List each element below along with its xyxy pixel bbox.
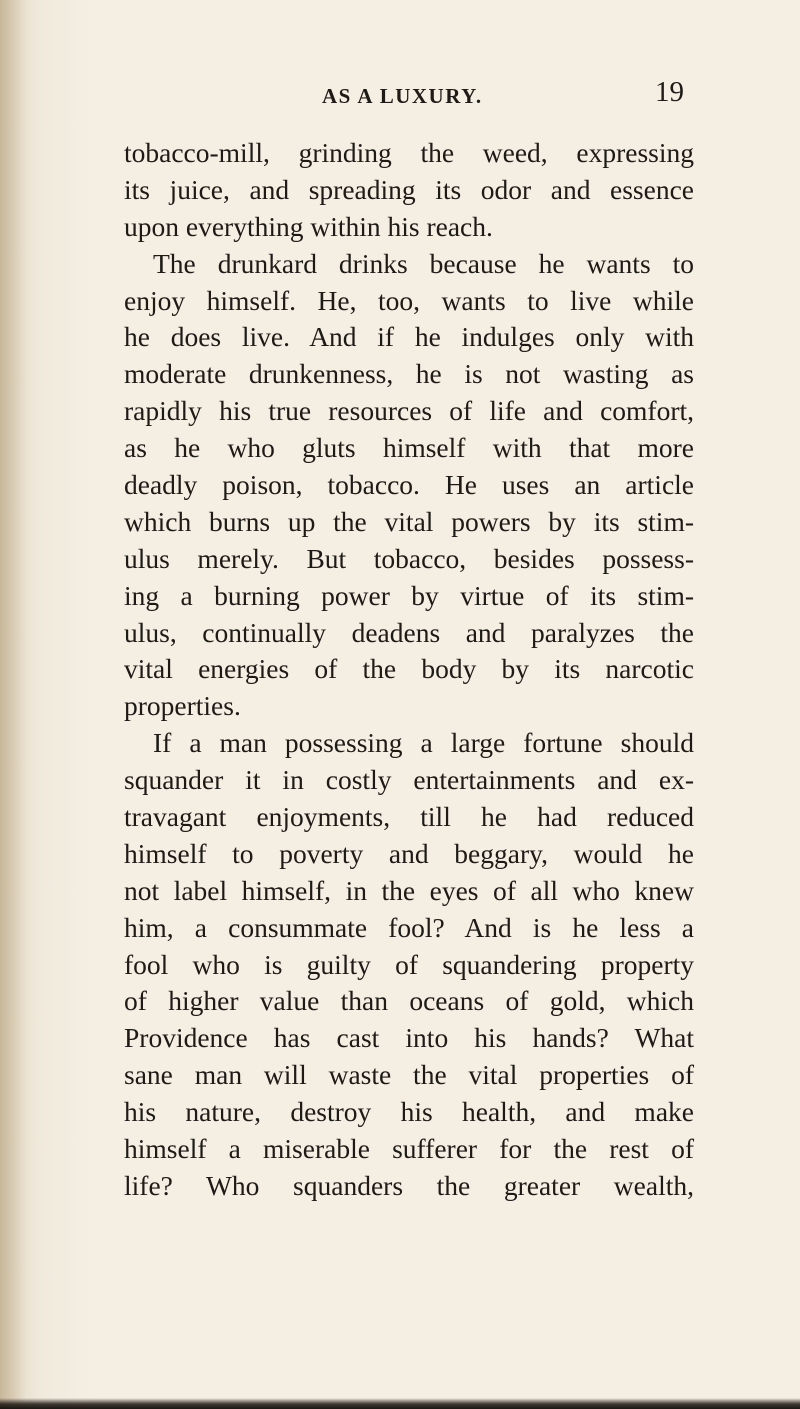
text-line: as he who gluts himself with that more (124, 432, 694, 464)
binding-gutter-shadow (0, 0, 26, 1409)
running-head: AS A LUXURY. (322, 84, 483, 108)
text-line: not label himself, in the eyes of all who knew (124, 874, 694, 906)
text-line: The drunkard drinks because he wants to (153, 247, 694, 279)
text-line: which burns up the vital powers by its stim- (124, 505, 694, 537)
text-line: travagant enjoyments, till he had reduced (124, 801, 694, 833)
text-line: life? Who squanders the greater wealth, (124, 1169, 694, 1201)
text-line: enjoy himself. He, too, wants to live while (124, 284, 694, 316)
text-line: of higher value than oceans of gold, which (124, 985, 694, 1017)
text-line: deadly poison, tobacco. He uses an article (124, 469, 694, 501)
text-line: upon everything within his reach. (124, 210, 493, 242)
text-line: properties. (124, 690, 241, 722)
text-line: his nature, destroy his health, and make (124, 1096, 694, 1128)
text-line: If a man possessing a large fortune should (153, 727, 694, 759)
page-number: 19 (655, 76, 684, 108)
text-line: vital energies of the body by its narcotic (124, 653, 694, 685)
page-header (0, 70, 800, 110)
text-line: moderate drunkenness, he is not wasting as (124, 358, 694, 390)
text-line: Providence has cast into his hands? What (124, 1022, 694, 1054)
text-line: its juice, and spreading its odor and essence (124, 173, 694, 205)
text-line: squander it in costly entertainments and ex- (124, 764, 694, 796)
text-line: himself to poverty and beggary, would he (124, 837, 694, 869)
text-line: tobacco-mill, grinding the weed, expressing (124, 137, 694, 168)
text-line: ing a burning power by virtue of its stim- (124, 579, 694, 611)
text-line: rapidly his true resources of life and comfort, (124, 395, 694, 427)
text-line: ulus, continually deadens and paralyzes the (124, 616, 694, 648)
text-line: ulus merely. But tobacco, besides possess- (124, 542, 694, 574)
text-line: him, a consummate fool? And is he less a (124, 911, 694, 943)
text-line: fool who is guilty of squandering property (124, 948, 694, 980)
text-line: he does live. And if he indulges only with (124, 321, 694, 353)
page-bottom-edge-shadow (0, 1398, 800, 1409)
text-line: sane man will waste the vital properties of (124, 1059, 694, 1091)
text-line: himself a miserable sufferer for the rest of (124, 1133, 694, 1165)
body-text (124, 135, 694, 1205)
